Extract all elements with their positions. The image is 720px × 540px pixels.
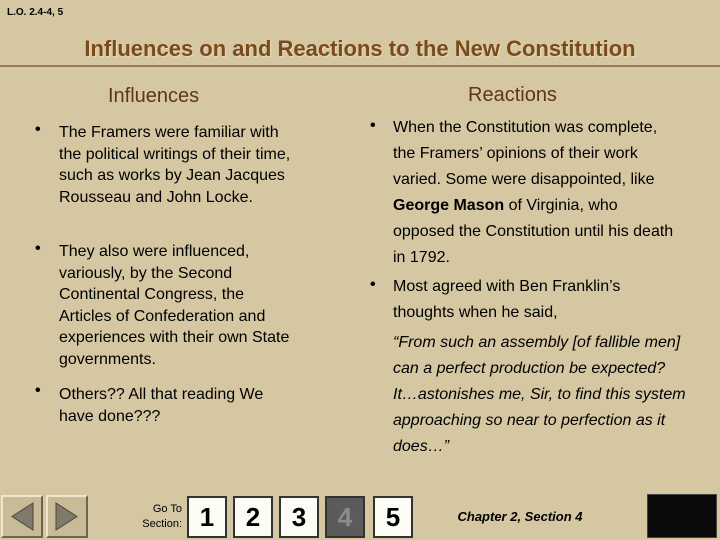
influence-item-2: They also were influenced, variously, by the Second Continental Congress, the Articles of Confederation and experiences with their own State governments. [59, 243, 290, 368]
reaction-item-1-text: When the Constitution was complete, the Framers’ opinions of their work varied. Some were disappointed, like [393, 119, 658, 188]
section-1-button[interactable]: 1 [187, 496, 227, 538]
influence-item-1: The Framers were familiar with the political writings of their time, such as works by Jean Jacques Rousseau and John Locke. [59, 124, 291, 206]
arrow-left-icon [3, 497, 41, 536]
bullet-icon: • [370, 276, 376, 293]
franklin-quote: “From such an assembly [of fallible men] can a perfect production be expected? It…astonishes me, Sir, to find this system approaching so near to perfection as it does…” [393, 334, 686, 455]
next-button[interactable] [46, 495, 88, 538]
bullet-icon: • [35, 121, 41, 138]
go-to-section-label [126, 502, 182, 532]
reaction-item-2: Most agreed with Ben Franklin’s thoughts when he said, [393, 278, 621, 321]
influence-item-3: Others?? All that reading We have done??? [59, 386, 264, 425]
arrow-right-icon [48, 497, 86, 536]
previous-button[interactable] [1, 495, 43, 538]
bullet-icon: • [370, 117, 376, 134]
section-3-button[interactable]: 3 [279, 496, 319, 538]
slide-title: Influences on and Reactions to the New Constitution [84, 36, 636, 61]
reaction-item-1-text-end: of Virginia, who opposed the Constitution until his death in 1792. [393, 197, 674, 266]
go-to-label: Go To [152, 503, 182, 515]
end-button[interactable] [647, 494, 717, 538]
reaction-item-1 [393, 115, 683, 271]
chapter-section-label: Chapter 2, Section 4 [457, 509, 583, 524]
section-4-button-current[interactable]: 4 [325, 496, 365, 538]
influences-heading: Influences [108, 85, 200, 107]
george-mason-name: George Mason [393, 197, 505, 214]
reactions-heading: Reactions [468, 84, 557, 106]
section-label: Section: [142, 518, 182, 530]
title-divider [0, 65, 720, 67]
bullet-icon: • [35, 240, 41, 257]
bullet-icon: • [35, 382, 41, 399]
section-2-button[interactable]: 2 [233, 496, 273, 538]
learning-objective-label: L.O. 2.4-4, 5 [7, 7, 64, 18]
section-5-button[interactable]: 5 [373, 496, 413, 538]
